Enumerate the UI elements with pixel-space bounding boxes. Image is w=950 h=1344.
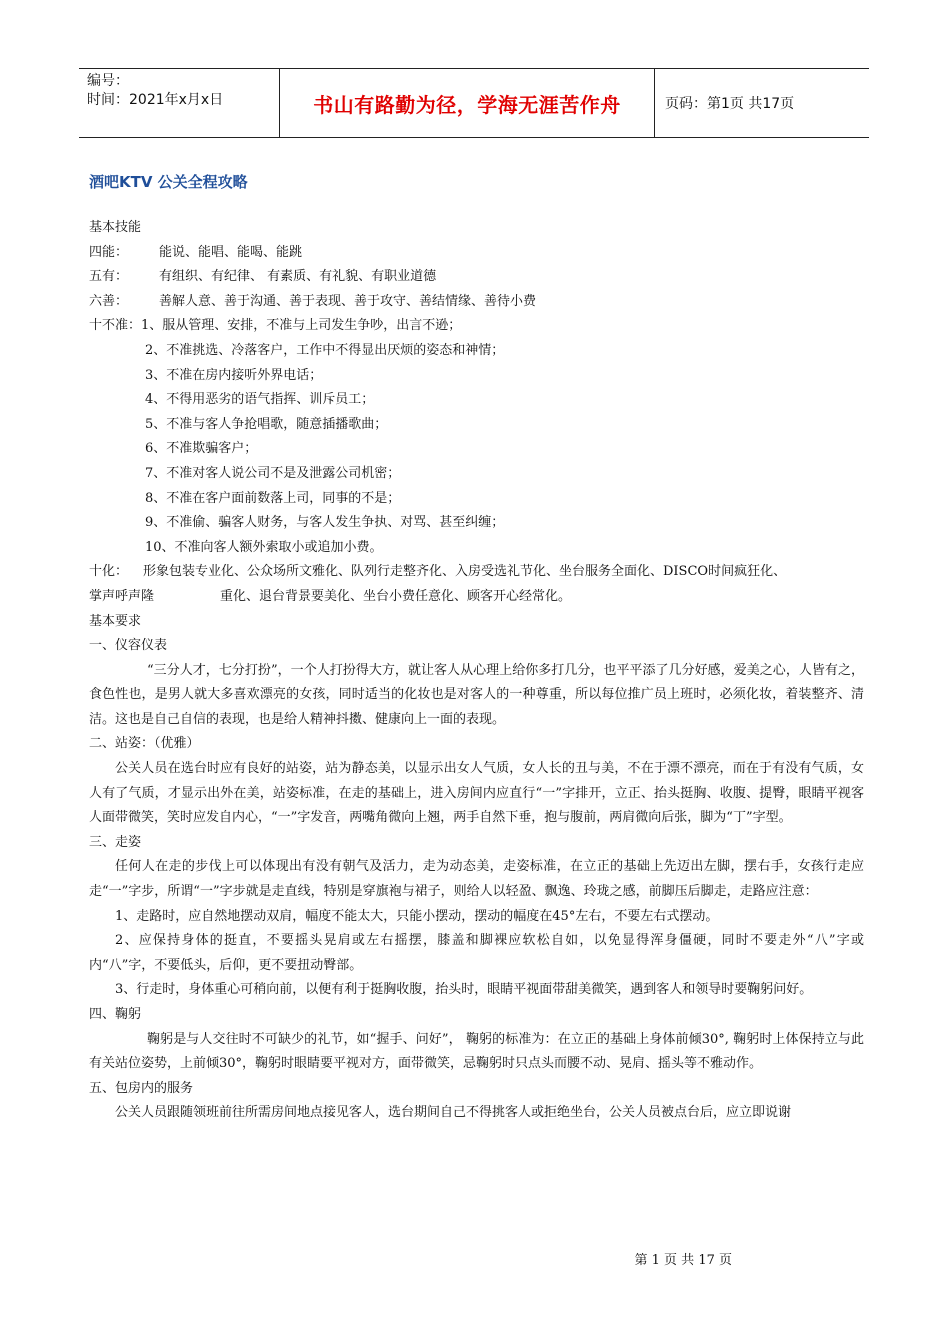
tenization-label: 十化： (89, 564, 129, 580)
section-3-item: 1、走路时，应自然地摆动双肩，幅度不能太大，只能小摆动，摆动的幅度在45°左右，不要左右式摆动。 (115, 908, 719, 924)
section-3-item: 3、行走时，身体重心可稍向前，以便有利于挺胸收腹，抬头时，眼睛平视面带甜美微笑，遇到客人和领导时要鞠躬问好。 (115, 982, 813, 998)
ten-item: 6、不准欺骗客户； (145, 441, 258, 457)
header-page-label: 页码：第1页 共17页 (665, 96, 795, 112)
tenization-text-1: 形象包装专业化、公众场所文雅化、队列行走整齐化、入房受选礼节化、坐台服务全面化、DISCO时间疯狂化、 (143, 564, 787, 580)
header-motto: 书山有路勤为径，学海无涯苦作舟 (279, 69, 655, 137)
ten-item: 7、不准对客人说公司不是及泄露公司机密； (145, 465, 401, 481)
section-1-heading: 一、仪容仪表 (89, 638, 168, 654)
ten-prohibitions-first (89, 314, 864, 339)
ten-prohibitions-list (89, 339, 864, 560)
page-header (79, 68, 869, 138)
document-body (89, 216, 864, 1126)
tenization-line-2 (89, 585, 864, 610)
six-label: 六善： (89, 293, 129, 309)
section-4-heading: 四、鞠躬 (89, 1007, 142, 1022)
ten-item: 3、不准在房内接听外界电话； (145, 367, 323, 383)
number-label: 编号： (87, 73, 129, 89)
document-title: 酒吧KTV 公关全程攻略 (89, 173, 248, 191)
section-5-text: 公关人员跟随领班前往所需房间地点接见客人，选台期间自己不得挑客人或拒绝坐台，公关人员被点台后，应立即说谢 (115, 1105, 792, 1121)
four-text: 能说、能唱、能喝、能跳 (159, 244, 303, 260)
ten-item: 9、不准偷、骗客人财务，与客人发生争执、对骂、甚至纠缠； (145, 515, 505, 531)
ten-item: 2、不准挑选、冷落客户，工作中不得显出厌烦的姿态和神情； (145, 342, 505, 358)
five-label: 五有： (89, 269, 129, 285)
section-2-heading: 二、站姿：（优雅） (89, 736, 200, 752)
section-1-text: “三分人才，七分打扮”，一个人打扮得大方，就让客人从心理上给你多打几分，也平平添了几分好感，爱美之心，人皆有之，食色性也，是男人就大多喜欢漂亮的女孩，同时适当的化妆也是对客人的一种尊重，所以每位推广员上班时，必须化妆，着装整齐、清洁。这也是自己自信的表现，也是给人精神抖擞、健康向上一面的表现。 (89, 662, 864, 727)
time-label: 时间：2021年x月x日 (87, 92, 224, 108)
six-text: 善解人意、善于沟通、善于表现、善于攻守、善结情缘、善待小费 (159, 293, 537, 309)
tenization-text-2b: 重化、退台背景要美化、坐台小费任意化、顾客开心经常化。 (220, 588, 572, 604)
section-5-heading: 五、包房内的服务 (89, 1080, 194, 1096)
tenization-line-1 (89, 560, 864, 585)
ten-item-1: 1、服从管理、安排，不准与上司发生争吵，出言不逊； (141, 318, 462, 334)
header-left-cell (79, 69, 279, 137)
ten-item: 5、不准与客人争抢唱歌，随意插播歌曲； (145, 416, 388, 432)
section-3-item: 2、应保持身体的挺直，不要摇头晃肩或左右摇摆，膝盖和脚裸应软松自如，以免显得浑身僵硬，同时不要走外“八”字或内“八”字，不要低头，后仰，更不要扭动臀部。 (89, 933, 864, 973)
page-footer (0, 1249, 950, 1268)
six-goods (89, 290, 864, 315)
section-4-text: 鞠躬是与人交往时不可缺少的礼节，如“握手、问好”， 鞠躬的标准为：在立正的基础上身体前倾30°, 鞠躬时上体保持立与此有关站位姿势，上前倾30°，鞠躬时眼睛要平视对方，面带微笑，忌鞠躬时只点头而腰不动、晃肩、摇头等不雅动作。 (89, 1031, 864, 1072)
ten-item: 10、不准向客人额外索取小或追加小费。 (145, 539, 383, 555)
five-text: 有组织、有纪律、 有素质、有礼貌、有职业道德 (159, 269, 437, 285)
section-3-text: 任何人在走的步伐上可以体现出有没有朝气及活力，走为动态美，走姿标准，在立正的基础上先迈出左脚，摆右手，女孩行走应走“一”字步，所谓“一”字步就是走直线，特别是穿旗袍与裙子，则给人以轻盈、飘逸、玲珑之感，前脚压后脚走，走路应注意： (89, 859, 864, 900)
ten-item: 8、不准在客户面前数落上司，同事的不是； (145, 490, 401, 506)
section-2-text: 公关人员在选台时应有良好的站姿，站为静态美，以显示出女人气质，女人长的丑与美，不在于漂不漂亮，而在于有没有气质，女人有了气质，才显示出外在美，站姿标准，在走的基础上，进入房间内应直行“一”字排开，立正、抬头挺胸、收腹、提臀，眼睛平视客人面带微笑，笑时应发自内心，“一”字发音，两嘴角微向上翘，两手自然下垂，抱与腹前，两肩微向后张，脚为“丁”字型。 (89, 761, 864, 826)
five-haves (89, 265, 864, 290)
four-abilities (89, 241, 864, 266)
section-3-heading: 三、走姿 (89, 834, 142, 850)
basic-requirements-heading: 基本要求 (89, 613, 142, 629)
tenization-text-2a: 掌声呼声隆 (89, 588, 155, 604)
footer-page-number: 第 1 页 共 17 页 (634, 1253, 732, 1268)
ten-item: 4、不得用恶劣的语气指挥、训斥员工； (145, 392, 375, 408)
four-label: 四能： (89, 244, 129, 260)
ten-label: 十不准： (89, 318, 142, 334)
basic-skills-heading: 基本技能 (89, 220, 142, 235)
